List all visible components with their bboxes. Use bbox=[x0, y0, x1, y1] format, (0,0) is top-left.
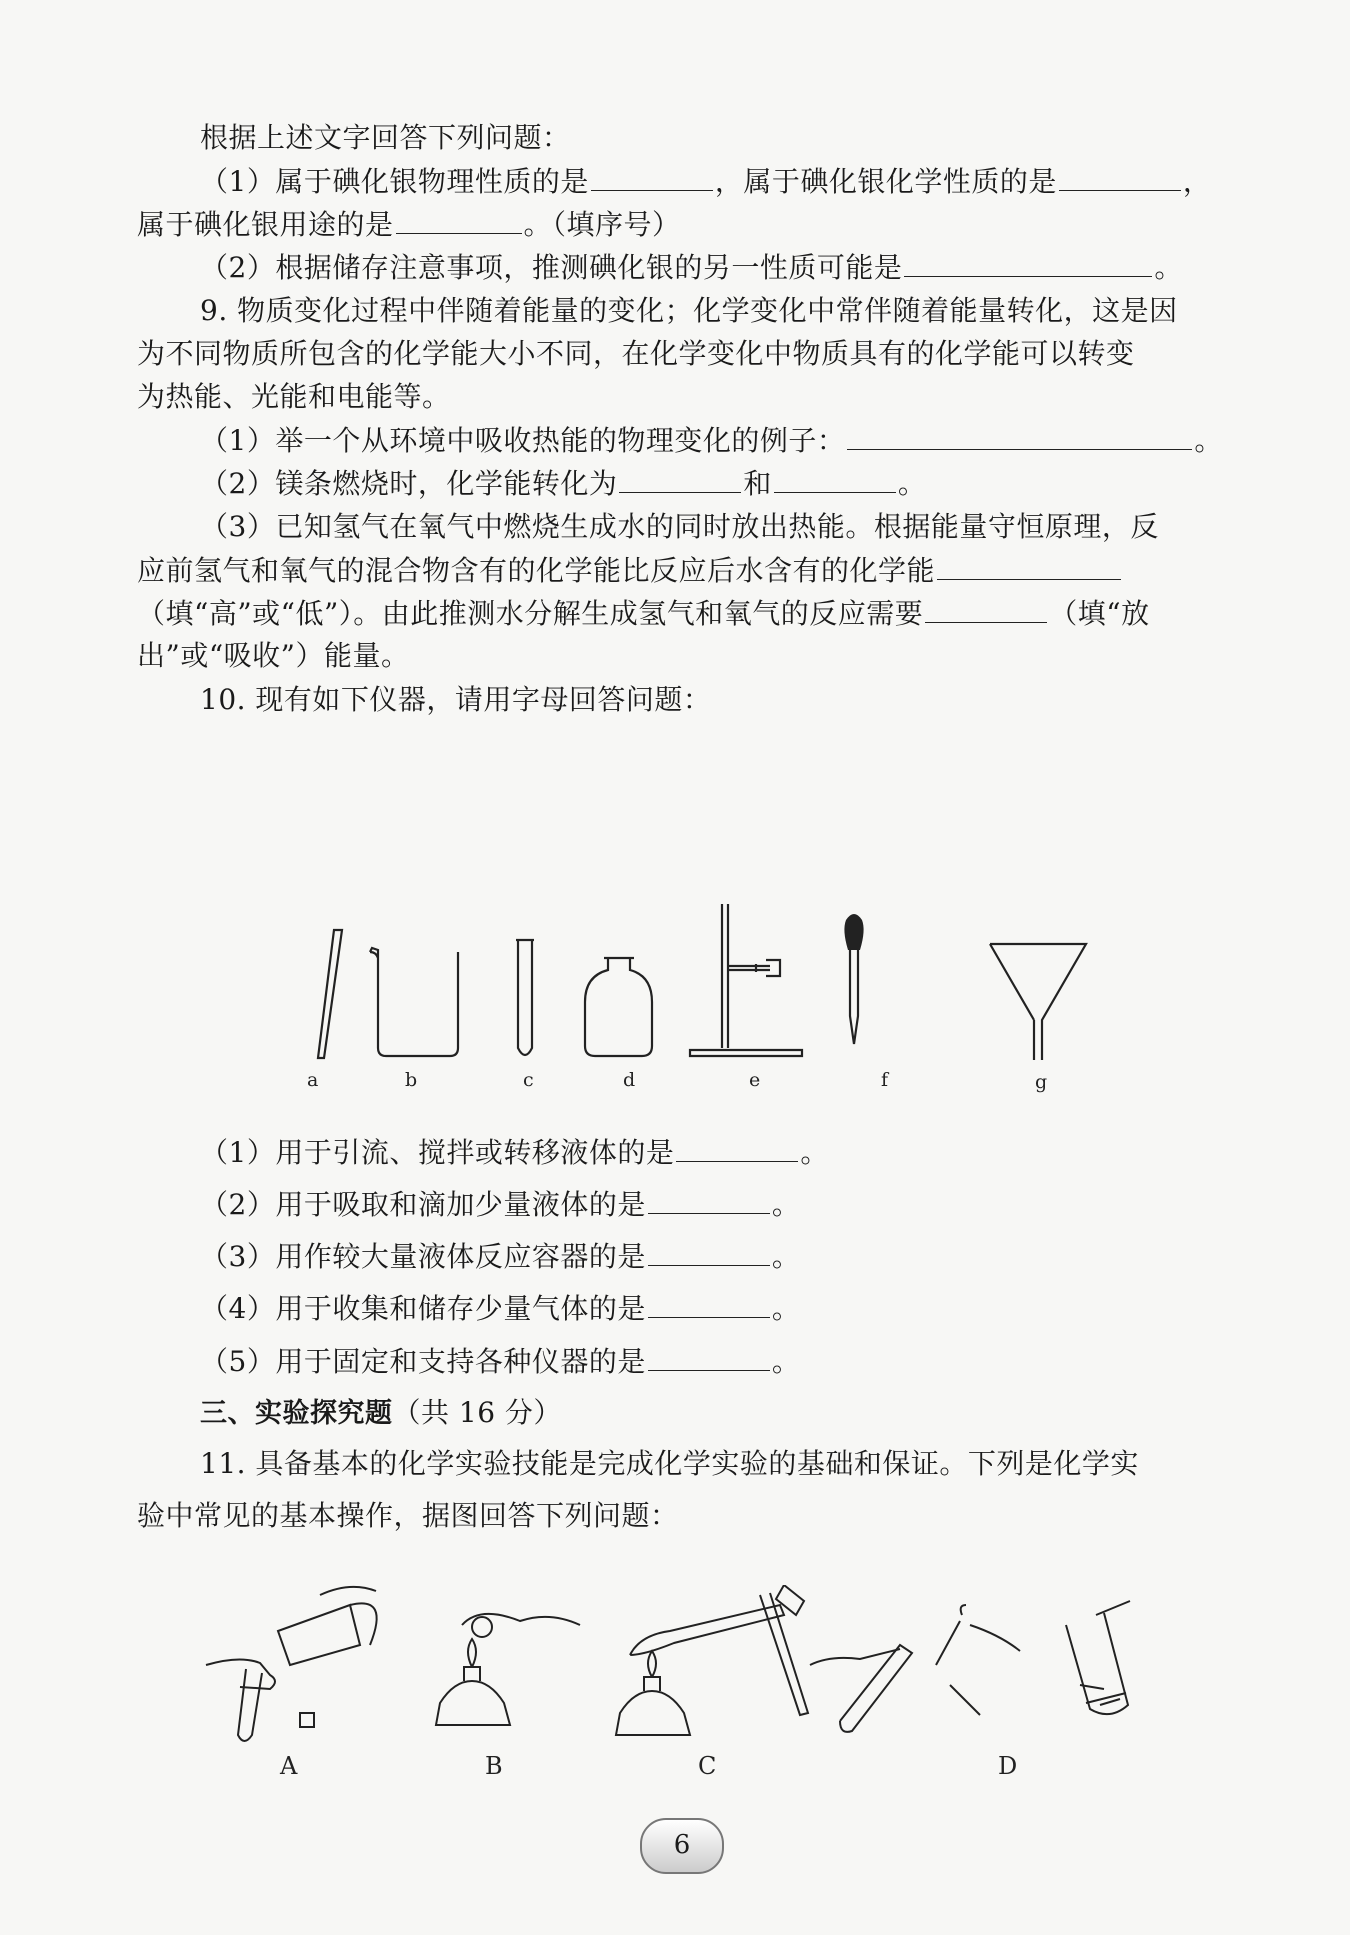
answer-blank[interactable] bbox=[937, 549, 1121, 580]
operation-c-illustration bbox=[616, 1585, 808, 1735]
q10-part5: （5）用于固定和支持各种仪器的是 。 bbox=[200, 1340, 1230, 1383]
answer-blank[interactable] bbox=[396, 203, 522, 234]
q11-line1: 11. 具备基本的化学实验技能是完成化学实验的基础和保证。下列是化学实 bbox=[200, 1447, 1139, 1480]
label-d: d bbox=[623, 1069, 636, 1091]
glass-rod-icon bbox=[318, 930, 342, 1058]
q8-part2: （2）根据储存注意事项，推测碘化银的另一性质可能是 。 bbox=[200, 246, 1230, 289]
answer-blank[interactable] bbox=[1059, 160, 1181, 191]
answer-blank[interactable] bbox=[591, 160, 713, 191]
label-b: b bbox=[405, 1069, 418, 1091]
label-A: A bbox=[280, 1752, 298, 1780]
label-D: D bbox=[998, 1752, 1018, 1780]
label-f: f bbox=[881, 1069, 889, 1091]
q9-part2: （2）镁条燃烧时，化学能转化为 和 。 bbox=[200, 462, 1230, 505]
answer-blank[interactable] bbox=[847, 419, 1192, 450]
label-g: g bbox=[1035, 1071, 1048, 1093]
answer-blank[interactable] bbox=[648, 1235, 770, 1266]
q9-part3-line2: 应前氢气和氧气的混合物含有的化学能比反应后水含有的化学能 bbox=[137, 549, 1227, 592]
q9-part1: （1）举一个从环境中吸收热能的物理变化的例子： 。 bbox=[200, 419, 1230, 462]
label-B: B bbox=[485, 1752, 503, 1780]
answer-blank[interactable] bbox=[904, 246, 1152, 277]
q10-part4: （4）用于收集和储存少量气体的是 。 bbox=[200, 1287, 1230, 1330]
operations-figure bbox=[200, 1585, 1180, 1755]
apparatus-figure bbox=[290, 900, 1090, 1080]
iron-stand-icon bbox=[690, 904, 802, 1056]
answer-blank[interactable] bbox=[648, 1287, 770, 1318]
q8-part1-line1: （1）属于碘化银物理性质的是 ，属于碘化银化学性质的是 ， bbox=[200, 160, 1230, 203]
label-C: C bbox=[698, 1752, 717, 1780]
q9-line1: 9. 物质变化过程中伴随着能量的变化；化学变化中常伴随着能量转化，这是因 bbox=[200, 294, 1178, 327]
q8-part1-line2: 属于碘化银用途的是 。（填序号） bbox=[137, 203, 1227, 246]
q11-line2: 验中常见的基本操作，据图回答下列问题： bbox=[137, 1499, 679, 1532]
q9-part3-line3: （填“高”或“低”）。由此推测水分解生成氢气和氧气的反应需要 （填“放 bbox=[137, 592, 1227, 635]
answer-blank[interactable] bbox=[648, 1340, 770, 1371]
answer-blank[interactable] bbox=[676, 1131, 798, 1162]
operation-a-illustration bbox=[206, 1587, 377, 1741]
q9-line2: 为不同物质所包含的化学能大小不同，在化学变化中物质具有的化学能可以转变 bbox=[137, 337, 1135, 370]
label-e: e bbox=[749, 1069, 761, 1091]
q9-line3: 为热能、光能和电能等。 bbox=[137, 380, 451, 413]
test-tube-icon bbox=[516, 940, 534, 1055]
q10-part2: （2）用于吸取和滴加少量液体的是 。 bbox=[200, 1183, 1230, 1226]
operation-d-illustration bbox=[810, 1601, 1130, 1732]
q10-part1: （1）用于引流、搅拌或转移液体的是 。 bbox=[200, 1131, 1230, 1174]
q9-part3-line4: 出”或“吸收”）能量。 bbox=[137, 639, 410, 672]
operation-b-illustration bbox=[436, 1614, 580, 1725]
label-a: a bbox=[307, 1069, 319, 1091]
funnel-icon bbox=[990, 944, 1086, 1060]
q10-title: 10. 现有如下仪器，请用字母回答问题： bbox=[200, 683, 712, 716]
answer-blank[interactable] bbox=[925, 592, 1047, 623]
page-number: 6 bbox=[640, 1818, 724, 1874]
dropper-icon bbox=[850, 950, 858, 1044]
beaker-icon bbox=[370, 948, 458, 1056]
gas-jar-icon bbox=[585, 958, 652, 1056]
q9-part3-line1: （3）已知氢气在氧气中燃烧生成水的同时放出热能。根据能量守恒原理，反 bbox=[200, 510, 1159, 543]
answer-blank[interactable] bbox=[619, 462, 741, 493]
intro-text: 根据上述文字回答下列问题： bbox=[200, 121, 571, 154]
q10-part3: （3）用作较大量液体反应容器的是 。 bbox=[200, 1235, 1230, 1278]
label-c: c bbox=[523, 1069, 534, 1091]
answer-blank[interactable] bbox=[774, 462, 896, 493]
section3-heading: 三、实验探究题（共 16 分） bbox=[200, 1396, 562, 1429]
answer-blank[interactable] bbox=[648, 1183, 770, 1214]
dropper-bulb-icon bbox=[844, 914, 863, 950]
